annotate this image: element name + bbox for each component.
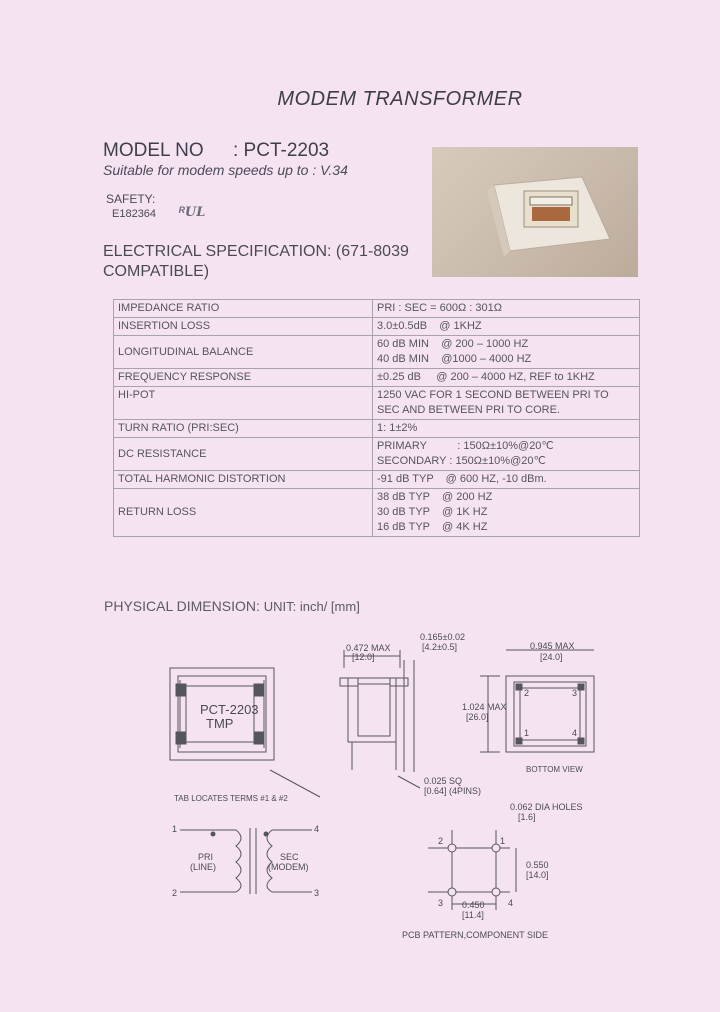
page-title: MODEM TRANSFORMER: [277, 88, 523, 110]
sec-label: SEC: [280, 852, 299, 862]
dim-y-mm: [14.0]: [526, 870, 549, 880]
line-label: (LINE): [190, 862, 217, 872]
spec-value-line: 3.0±0.5dB @ 1KHZ: [377, 320, 482, 332]
dim-pin-sq: 0.025 SQ: [424, 776, 463, 786]
marking-line-2: TMP: [206, 716, 234, 731]
model-label: MODEL NO: [103, 140, 204, 161]
tab-note: TAB LOCATES TERMS #1 & #2: [174, 794, 288, 803]
dim-pin-mm: [4.2±0.5]: [422, 642, 457, 652]
sch-pin-4: 4: [314, 824, 320, 834]
dim-x: 0.450: [462, 900, 485, 910]
physical-heading: [104, 598, 360, 614]
pcb-pin-4: 4: [508, 898, 514, 908]
spec-value: [373, 369, 640, 387]
dim-width: 0.472 MAX: [346, 643, 391, 653]
spec-value-line: 38 dB TYP @ 200 HZ: [377, 491, 493, 503]
bottom-view-label: BOTTOM VIEW: [526, 765, 583, 774]
spec-value: [373, 489, 640, 537]
spec-row: [114, 387, 640, 420]
spec-value-line: 40 dB MIN @1000 – 4000 HZ: [377, 353, 532, 365]
dim-height: 1.024 MAX: [462, 702, 507, 712]
spec-value-line: 16 dB TYP @ 4K HZ: [377, 521, 488, 533]
dim-x-mm: [11.4]: [462, 910, 484, 920]
holes-mm: [1.6]: [518, 812, 536, 822]
spec-value: [373, 318, 640, 336]
spec-value-line: -91 dB TYP @ 600 HZ, -10 dBm.: [377, 473, 547, 485]
spec-value-line: ±0.25 dB @ 200 – 4000 HZ, REF to 1KHZ: [377, 371, 595, 383]
sch-pin-3: 3: [314, 888, 320, 898]
spec-value-line: 60 dB MIN @ 200 – 1000 HZ: [377, 338, 529, 350]
pcb-pin-1: 1: [500, 836, 506, 846]
electrical-heading-2: COMPATIBLE): [103, 263, 210, 280]
spec-value-line: 1: 1±2%: [377, 422, 418, 434]
spec-value-line: SECONDARY : 150Ω±10%@20℃: [377, 455, 546, 467]
spec-value: [373, 387, 640, 420]
pcb-label: PCB PATTERN,COMPONENT SIDE: [402, 930, 549, 940]
spec-parameter: TOTAL HARMONIC DISTORTION: [114, 471, 373, 489]
spec-row: [114, 300, 640, 318]
pri-label: PRI: [198, 852, 214, 862]
spec-value-line: 1250 VAC FOR 1 SECOND BETWEEN PRI TO: [377, 389, 609, 401]
pin-2-label: 2: [524, 688, 530, 698]
spec-value-line: PRIMARY : 150Ω±10%@20℃: [377, 440, 554, 452]
spec-value-line: PRI : SEC = 600Ω : 301Ω: [377, 302, 502, 314]
electrical-heading: ELECTRICAL SPECIFICATION: (671-8039: [103, 243, 409, 260]
spec-value: [373, 438, 640, 471]
dim-pin: 0.165±0.02: [420, 632, 465, 642]
model-value: : PCT-2203: [233, 140, 330, 161]
spec-row: [114, 369, 640, 387]
safety-code: E182364: [112, 208, 157, 220]
spec-parameter: RETURN LOSS: [114, 489, 373, 537]
sch-pin-1: 1: [172, 824, 178, 834]
dim-length: 0.945 MAX: [530, 641, 575, 651]
unit-label: UNIT: inch/ [mm]: [263, 599, 360, 614]
spec-parameter: INSERTION LOSS: [114, 318, 373, 336]
spec-value: [373, 420, 640, 438]
dim-pin-sq-mm: [0.64] (4PINS): [424, 786, 482, 796]
spec-parameter: TURN RATIO (PRI:SEC): [114, 420, 373, 438]
product-photo: [432, 147, 638, 277]
dim-width-mm: [12.0]: [352, 652, 375, 662]
dim-length-mm: [24.0]: [540, 652, 563, 662]
spec-parameter: FREQUENCY RESPONSE: [114, 369, 373, 387]
spec-value: [373, 471, 640, 489]
safety-label: SAFETY:: [106, 192, 156, 206]
spec-row: [114, 336, 640, 369]
spec-row: [114, 420, 640, 438]
spec-parameter: IMPEDANCE RATIO: [114, 300, 373, 318]
spec-value: [373, 300, 640, 318]
dim-y: 0.550: [526, 860, 549, 870]
ul-mark-icon: ᴿUL: [178, 204, 206, 220]
marking-line-1: PCT-2203: [200, 702, 259, 717]
spec-row: [114, 438, 640, 471]
spec-parameter: HI-POT: [114, 387, 373, 420]
modem-label: (MODEM): [268, 862, 309, 872]
pcb-pin-3: 3: [438, 898, 444, 908]
pin-3-label: 3: [572, 688, 578, 698]
pin-4-label: 4: [572, 728, 578, 738]
pcb-pin-2: 2: [438, 836, 444, 846]
pin-1-label: 1: [524, 728, 530, 738]
spec-row: [114, 489, 640, 537]
spec-row: [114, 471, 640, 489]
suitability-note: Suitable for modem speeds up to : V.34: [103, 162, 348, 178]
physical-label: PHYSICAL DIMENSION:: [104, 598, 260, 614]
spec-parameter: LONGITUDINAL BALANCE: [114, 336, 373, 369]
sch-pin-2: 2: [172, 888, 178, 898]
dimension-drawing: [0, 620, 720, 950]
model-number: [103, 140, 329, 162]
dim-height-mm: [26.0]: [466, 712, 489, 722]
holes-label: 0.062 DIA HOLES: [510, 802, 583, 812]
spec-table: [113, 299, 640, 537]
spec-parameter: DC RESISTANCE: [114, 438, 373, 471]
spec-row: [114, 318, 640, 336]
spec-value: [373, 336, 640, 369]
spec-value-line: SEC AND BETWEEN PRI TO CORE.: [377, 404, 560, 416]
spec-value-line: 30 dB TYP @ 1K HZ: [377, 506, 488, 518]
